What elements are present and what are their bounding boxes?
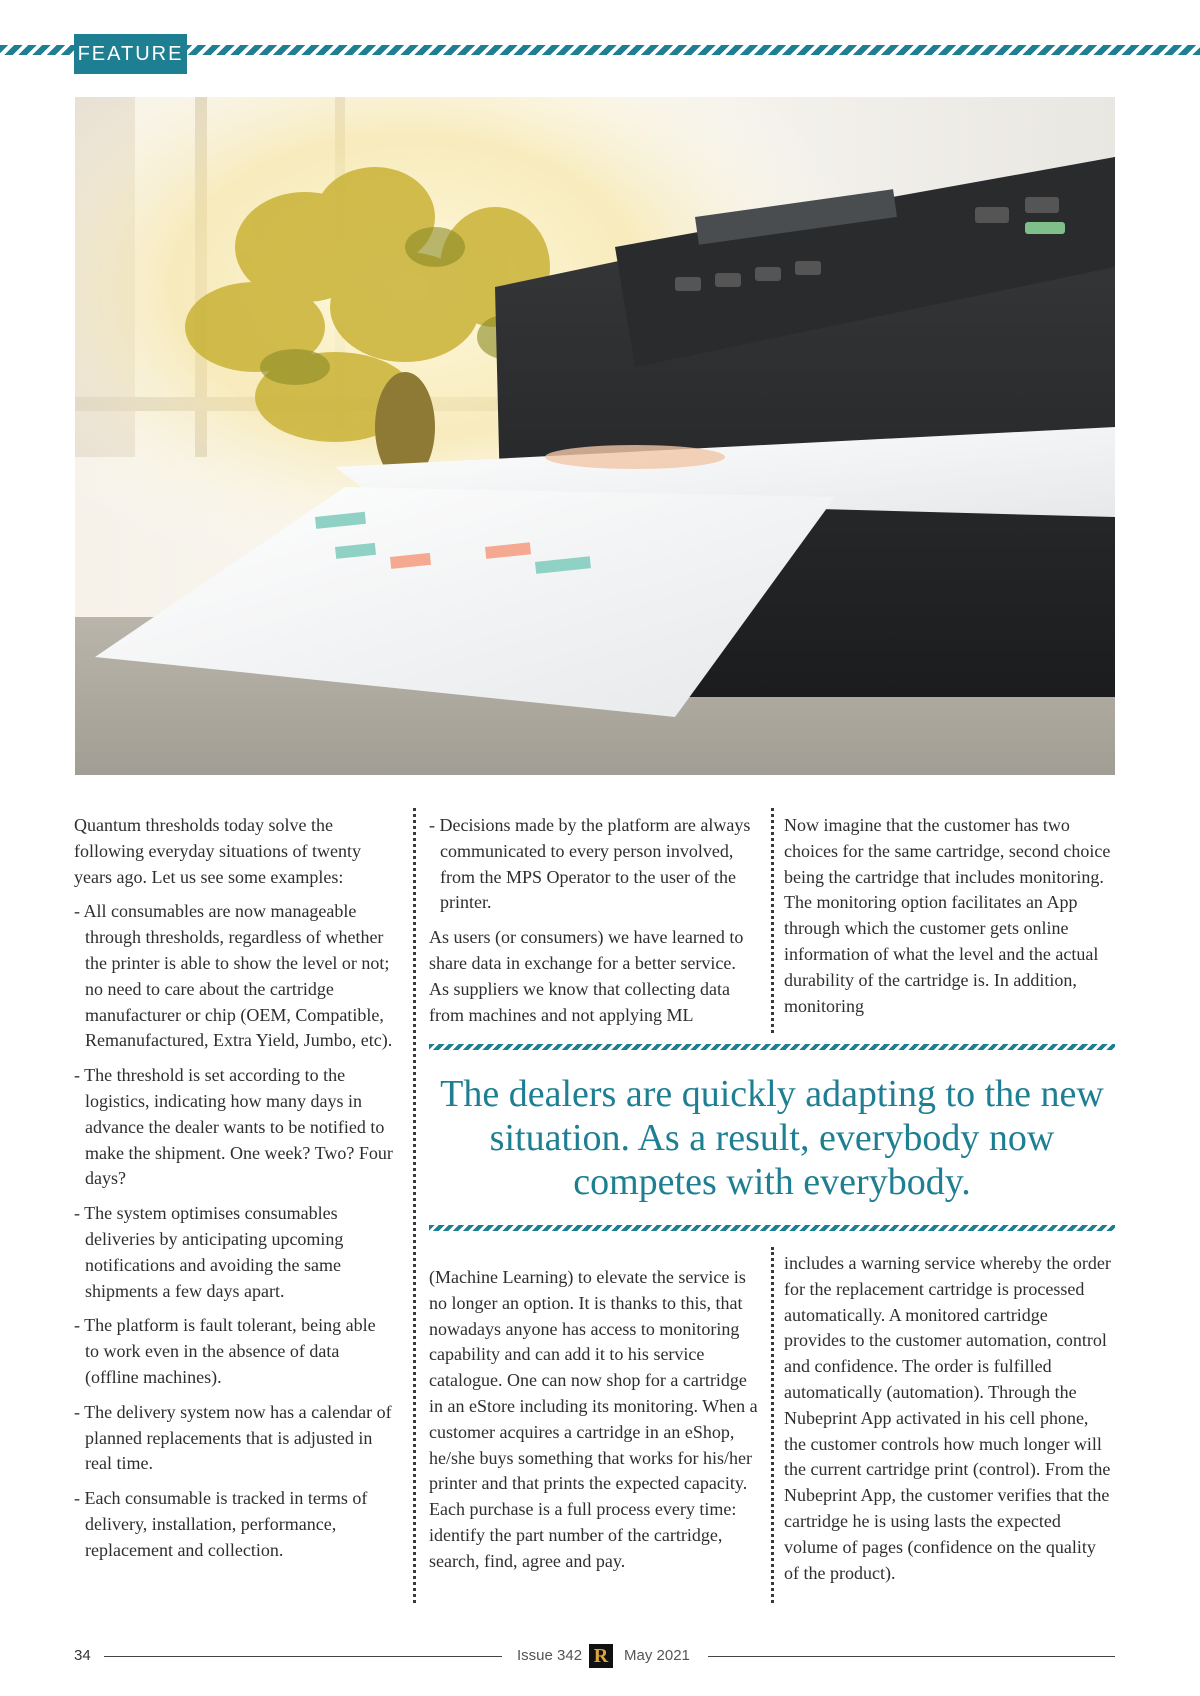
body-paragraph: includes a warning service whereby the order for the replacement cartridge is processed automatically. A monitored cartridge provides to the customer automation, control and confidence. The order is fulfilled automatically (automation). Through the Nubeprint App activated in his cell phone, the customer controls how much longer will the current cartridge print (control). From the Nubeprint App, the customer verifies that the cartridge he is using lasts the expected volume of pages (confidence on the quality of the product). [784,1253,1111,1583]
column-1 [74,813,394,1573]
pull-quote-top-rule [429,1044,1115,1050]
column-divider [771,808,774,1033]
column-divider [413,808,416,1603]
page-footer [74,1644,1115,1668]
footer-rule [104,1656,502,1657]
column-3-bottom [784,1251,1114,1595]
pull-quote: The dealers are quickly adapting to the new situation. As a result, everybody now competes with everybody. [440,1073,1104,1203]
hero-photo [75,97,1115,775]
publication-logo: R [589,1644,613,1668]
list-item: - The system optimises consumables deliveries by anticipating upcoming notifications and avoiding the same shipments a few days apart. [74,1203,344,1301]
section-tag: FEATURE [74,34,187,74]
issue-label: Issue 342 [517,1647,583,1664]
list-item: - Decisions made by the platform are always communicated to every person involved, from the MPS Operator to the user of the printer. [429,815,751,913]
list-item: - The threshold is set according to the logistics, indicating how many days in advance the dealer wants to be notified to make the shipment. One week? Two? Four days? [74,1065,393,1189]
column-divider [771,1247,774,1603]
list-item: - All consumables are now manageable through thresholds, regardless of whether the printer is able to show the level or not; no need to care about the cartridge manufacturer or chip (OEM, Compatible, Remanufactured, Extra Yield, Jumbo, etc). [74,901,393,1051]
column-2-top [429,813,759,1037]
pull-quote-bottom-rule [429,1225,1115,1231]
list-item: - The delivery system now has a calendar of planned replacements that is adjusted in real time. [74,1401,392,1474]
page-number: 34 [74,1647,91,1664]
list-item: - The platform is fault tolerant, being able to work even in the absence of data (offline machines). [74,1315,376,1387]
body-paragraph: Now imagine that the customer has two choices for the same cartridge, second choice being the cartridge that includes monitoring. The monitoring option facilitates an App through which the customer gets online information of what the level and the actual durability of the cartridge is. In addition, monitoring [784,815,1111,1016]
intro-paragraph: Quantum thresholds today solve the following everyday situations of twenty years ago. Let us see some examples: [74,815,361,887]
body-paragraph: As users (or consumers) we have learned to share data in exchange for a better service. As suppliers we know that collecting data from machines and not applying ML [429,927,744,1025]
body-paragraph: (Machine Learning) to elevate the service is no longer an option. It is thanks to this, that nowadays anyone has access to monitoring capability and can add it to his service catalogue. One can now shop for a cartridge in an eStore including its monitoring. When a customer acquires a cartridge in an eShop, he/she buys something that works for his/her printer and that prints the expected capacity. Each purchase is a full process every time: identify the part number of the cartridge, search, find, agree and pay. [429,1267,758,1571]
list-item: - Each consumable is tracked in terms of delivery, installation, performance, replacement and collection. [74,1488,368,1560]
column-2-bottom [429,1265,759,1584]
footer-rule [708,1656,1115,1657]
issue-date: May 2021 [624,1647,690,1664]
column-3-top [784,813,1114,1028]
